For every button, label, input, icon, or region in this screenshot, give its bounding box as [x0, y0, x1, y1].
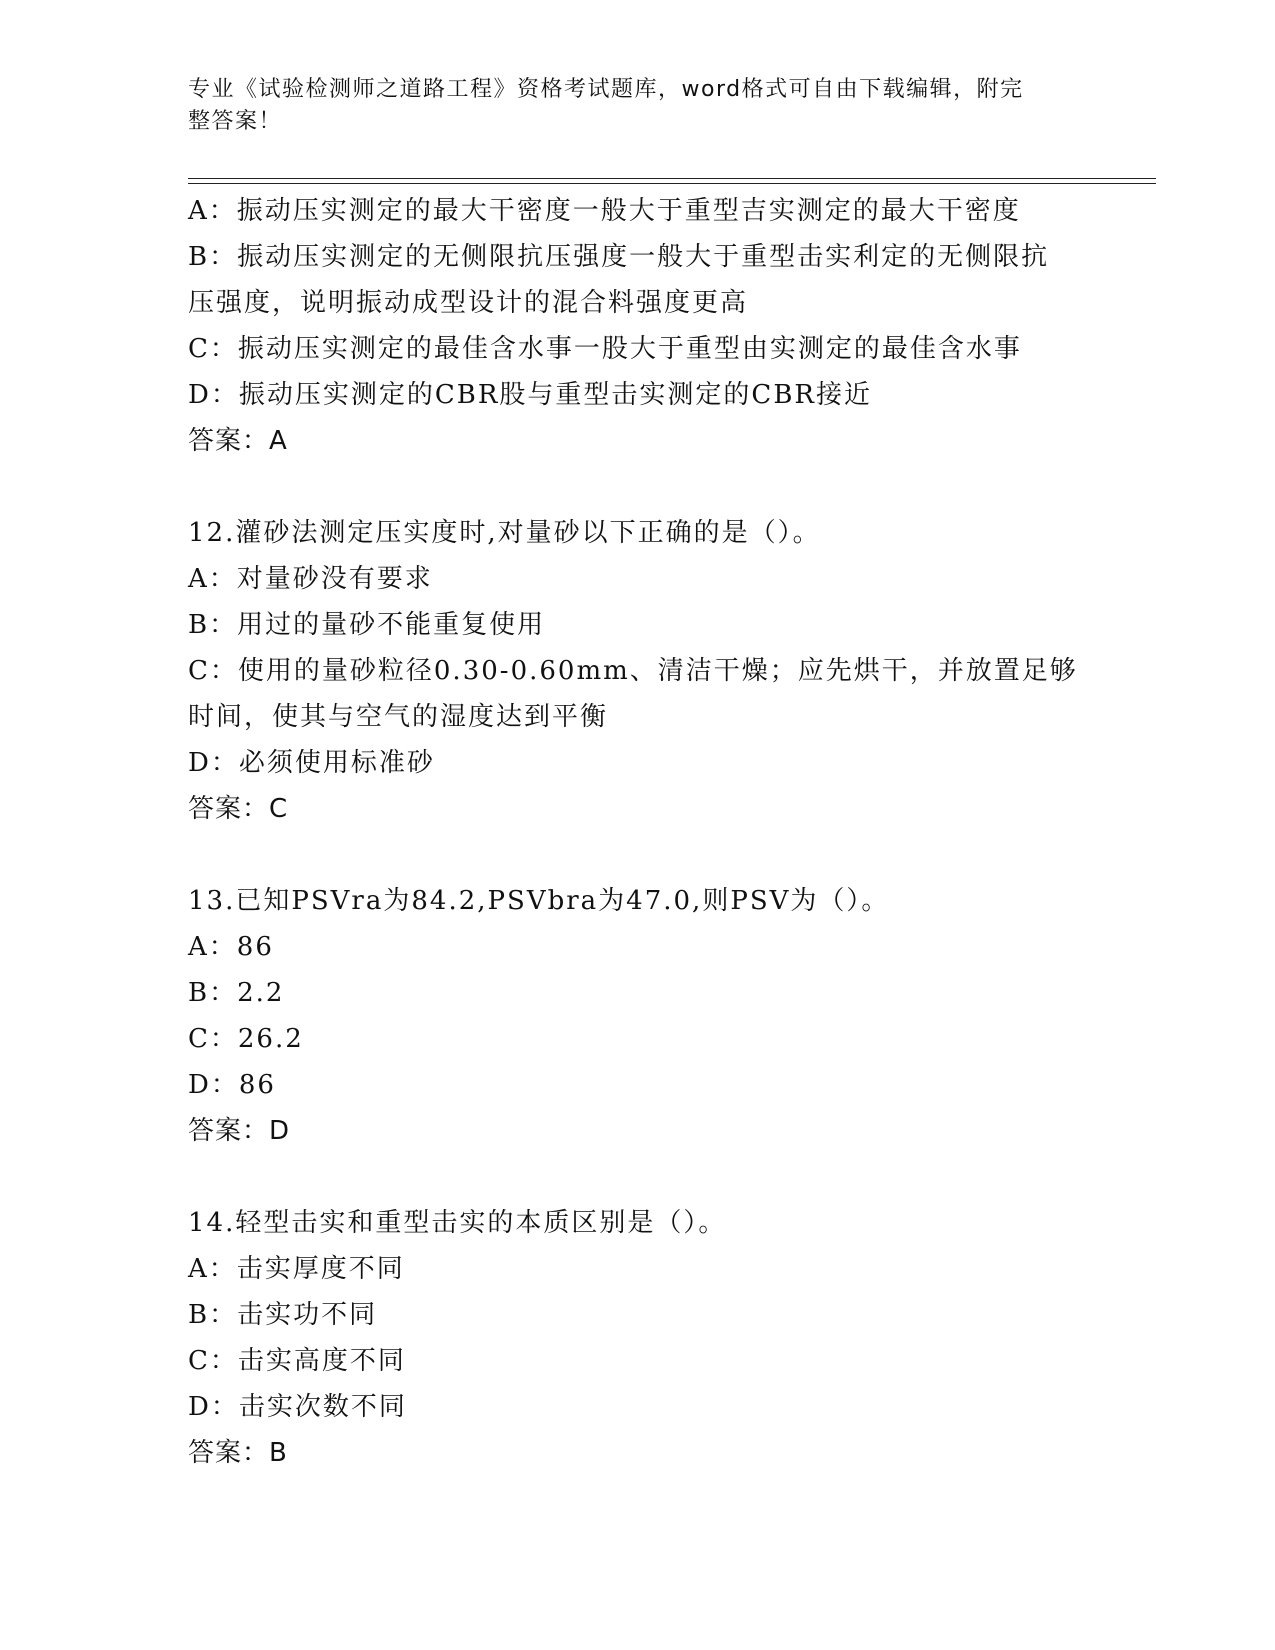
option-a: A：86	[188, 932, 274, 962]
question-text: 13.已知PSVra为84.2,PSVbra为47.0,则PSV为（）。	[188, 886, 890, 916]
header-line-1: 专业《试验检测师之道路工程》资格考试题库，word格式可自由下载编辑，附完	[188, 77, 1024, 102]
option-b-continued: 压强度，说明振动成型设计的混合料强度更高	[188, 288, 749, 318]
header-divider-bottom	[188, 183, 1156, 184]
header-line-2: 整答案！	[188, 109, 283, 134]
question-block-12	[188, 510, 1088, 832]
option-a: A：对量砂没有要求	[188, 564, 433, 594]
option-c: C：击实高度不同	[188, 1346, 406, 1376]
spacer	[188, 832, 1088, 878]
answer-line: 答案：C	[188, 794, 289, 824]
option-d: D：击实次数不同	[188, 1392, 407, 1422]
option-b: B：振动压实测定的无侧限抗压强度一般大于重型击实利定的无侧限抗	[188, 242, 1050, 272]
spacer	[188, 1154, 1088, 1200]
option-c: C：使用的量砂粒径0.30-0.60mm、清洁干燥；应先烘干，并放置足够	[188, 656, 1078, 686]
option-a: A：振动压实测定的最大干密度一般大于重型吉实测定的最大干密度	[188, 196, 1021, 226]
option-d: D：86	[188, 1070, 276, 1100]
option-b: B：用过的量砂不能重复使用	[188, 610, 546, 640]
answer-line: 答案：A	[188, 426, 288, 456]
option-a: A：击实厚度不同	[188, 1254, 405, 1284]
question-block-11	[188, 188, 1088, 464]
option-c-continued: 时间，使其与空气的湿度达到平衡	[188, 702, 609, 732]
question-block-14	[188, 1200, 1088, 1476]
option-d: D：必须使用标准砂	[188, 748, 435, 778]
spacer	[188, 464, 1088, 510]
answer-line: 答案：B	[188, 1438, 288, 1468]
header-divider-top	[188, 178, 1156, 179]
option-b: B：击实功不同	[188, 1300, 378, 1330]
question-block-13	[188, 878, 1088, 1154]
option-b: B：2.2	[188, 978, 285, 1008]
option-c: C：26.2	[188, 1024, 304, 1054]
question-list	[188, 188, 1088, 1476]
document-header	[188, 74, 1068, 138]
answer-line: 答案：D	[188, 1116, 291, 1146]
question-text: 12.灌砂法测定压实度时,对量砂以下正确的是（）。	[188, 518, 821, 548]
question-text: 14.轻型击实和重型击实的本质区别是（）。	[188, 1208, 727, 1238]
option-d: D：振动压实测定的CBR股与重型击实测定的CBR接近	[188, 380, 872, 410]
option-c: C：振动压实测定的最佳含水事一股大于重型由实测定的最佳含水事	[188, 334, 1022, 364]
